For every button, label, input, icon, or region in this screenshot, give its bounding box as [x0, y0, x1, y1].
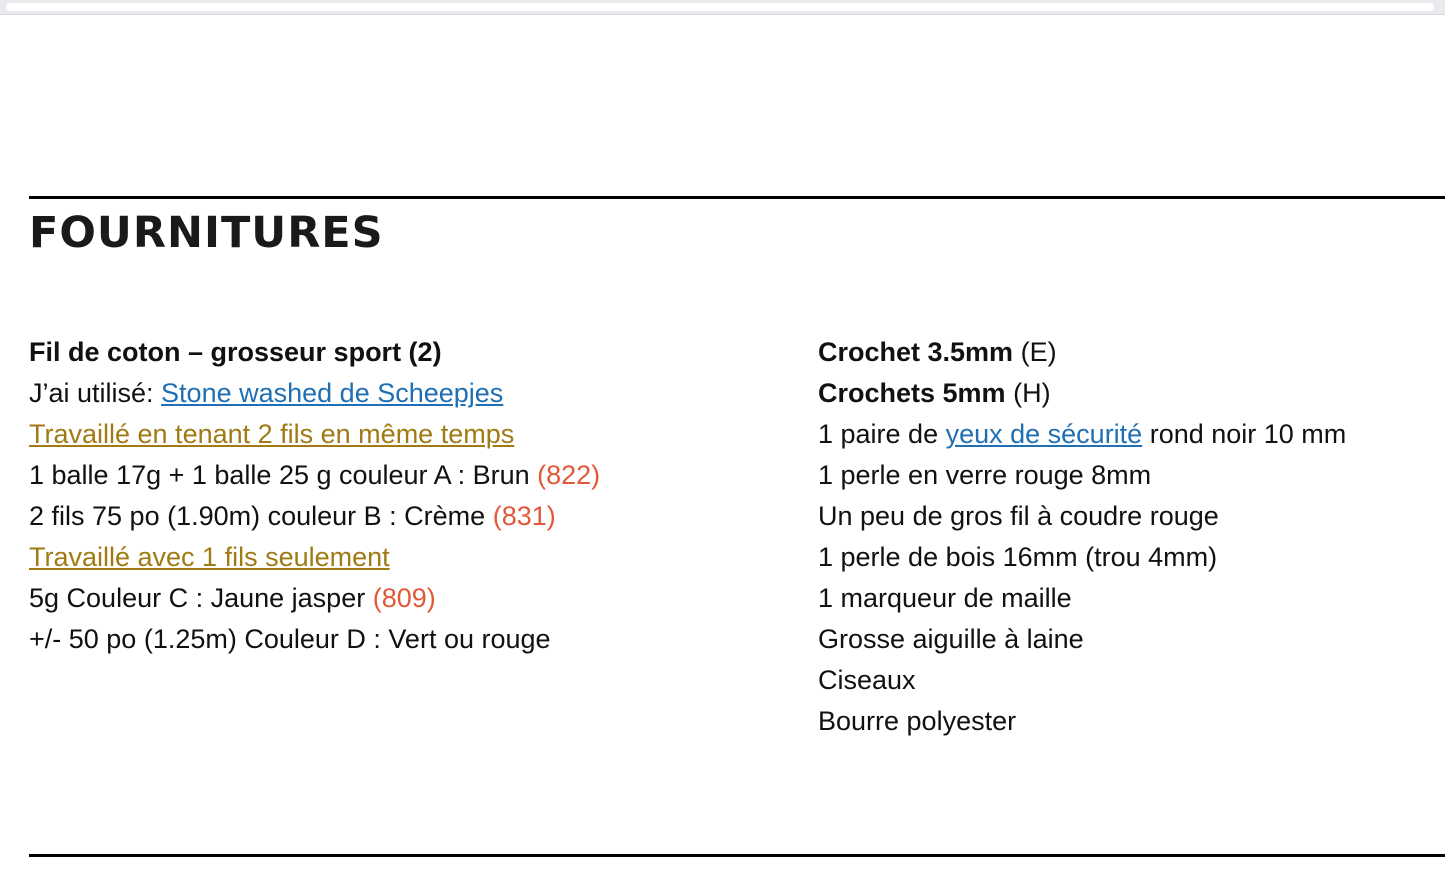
hook-1-line — [818, 332, 1438, 373]
yarn-b-text: 2 fils 75 po (1.90m) couleur B : Crème — [29, 501, 493, 531]
hook-2-letter: (H) — [1005, 378, 1051, 408]
yarn-used-label: J’ai utilisé: — [29, 378, 162, 408]
divider-top — [29, 196, 1445, 199]
list-item: 1 marqueur de maille — [818, 583, 1072, 613]
yarn-c-line — [29, 578, 789, 619]
note-one-strand-text: Travaillé avec 1 fils seulement — [29, 542, 390, 572]
safety-eyes-post: rond noir 10 mm — [1142, 419, 1347, 449]
list-item: 1 perle en verre rouge 8mm — [818, 460, 1152, 490]
hook-2-line — [818, 373, 1438, 414]
materials-tools-column — [818, 332, 1438, 742]
page-title: FOURNITURES — [29, 208, 384, 258]
yarn-heading: Fil de coton – grosseur sport (2) — [29, 337, 442, 367]
hook-1-size: Crochet 3.5mm — [818, 337, 1014, 367]
list-item: 1 perle de bois 16mm (trou 4mm) — [818, 542, 1218, 572]
yarn-d-line: +/- 50 po (1.25m) Couleur D : Vert ou rouge — [29, 624, 551, 654]
hook-1-letter: (E) — [1013, 337, 1057, 367]
safety-eyes-link[interactable]: yeux de sécurité — [945, 419, 1143, 449]
scrollbar-thumb[interactable] — [6, 3, 1434, 11]
yarn-b-line — [29, 496, 789, 537]
materials-yarn-column — [29, 332, 789, 660]
list-item: Grosse aiguille à laine — [818, 624, 1084, 654]
note-two-strands — [29, 414, 789, 455]
yarn-a-line — [29, 455, 789, 496]
note-one-strand — [29, 537, 789, 578]
hook-2-size: Crochets 5mm — [818, 378, 1006, 408]
safety-eyes-pre: 1 paire de — [818, 419, 946, 449]
yarn-a-text: 1 balle 17g + 1 balle 25 g couleur A : Brun — [29, 460, 538, 490]
safety-eyes-line — [818, 414, 1438, 455]
list-item: Un peu de gros fil à coudre rouge — [818, 501, 1219, 531]
yarn-b-code: (831) — [492, 501, 556, 531]
yarn-c-code: (809) — [372, 583, 436, 613]
yarn-c-text: 5g Couleur C : Jaune jasper — [29, 583, 373, 613]
list-item: Ciseaux — [818, 665, 916, 695]
yarn-used-line — [29, 373, 789, 414]
horizontal-scrollbar[interactable] — [0, 0, 1445, 15]
list-item: Bourre polyester — [818, 706, 1017, 736]
yarn-a-code: (822) — [537, 460, 601, 490]
note-two-strands-text: Travaillé en tenant 2 fils en même temps — [29, 419, 515, 449]
divider-bottom — [29, 854, 1445, 857]
yarn-brand-link[interactable]: Stone washed de Scheepjes — [161, 378, 504, 408]
